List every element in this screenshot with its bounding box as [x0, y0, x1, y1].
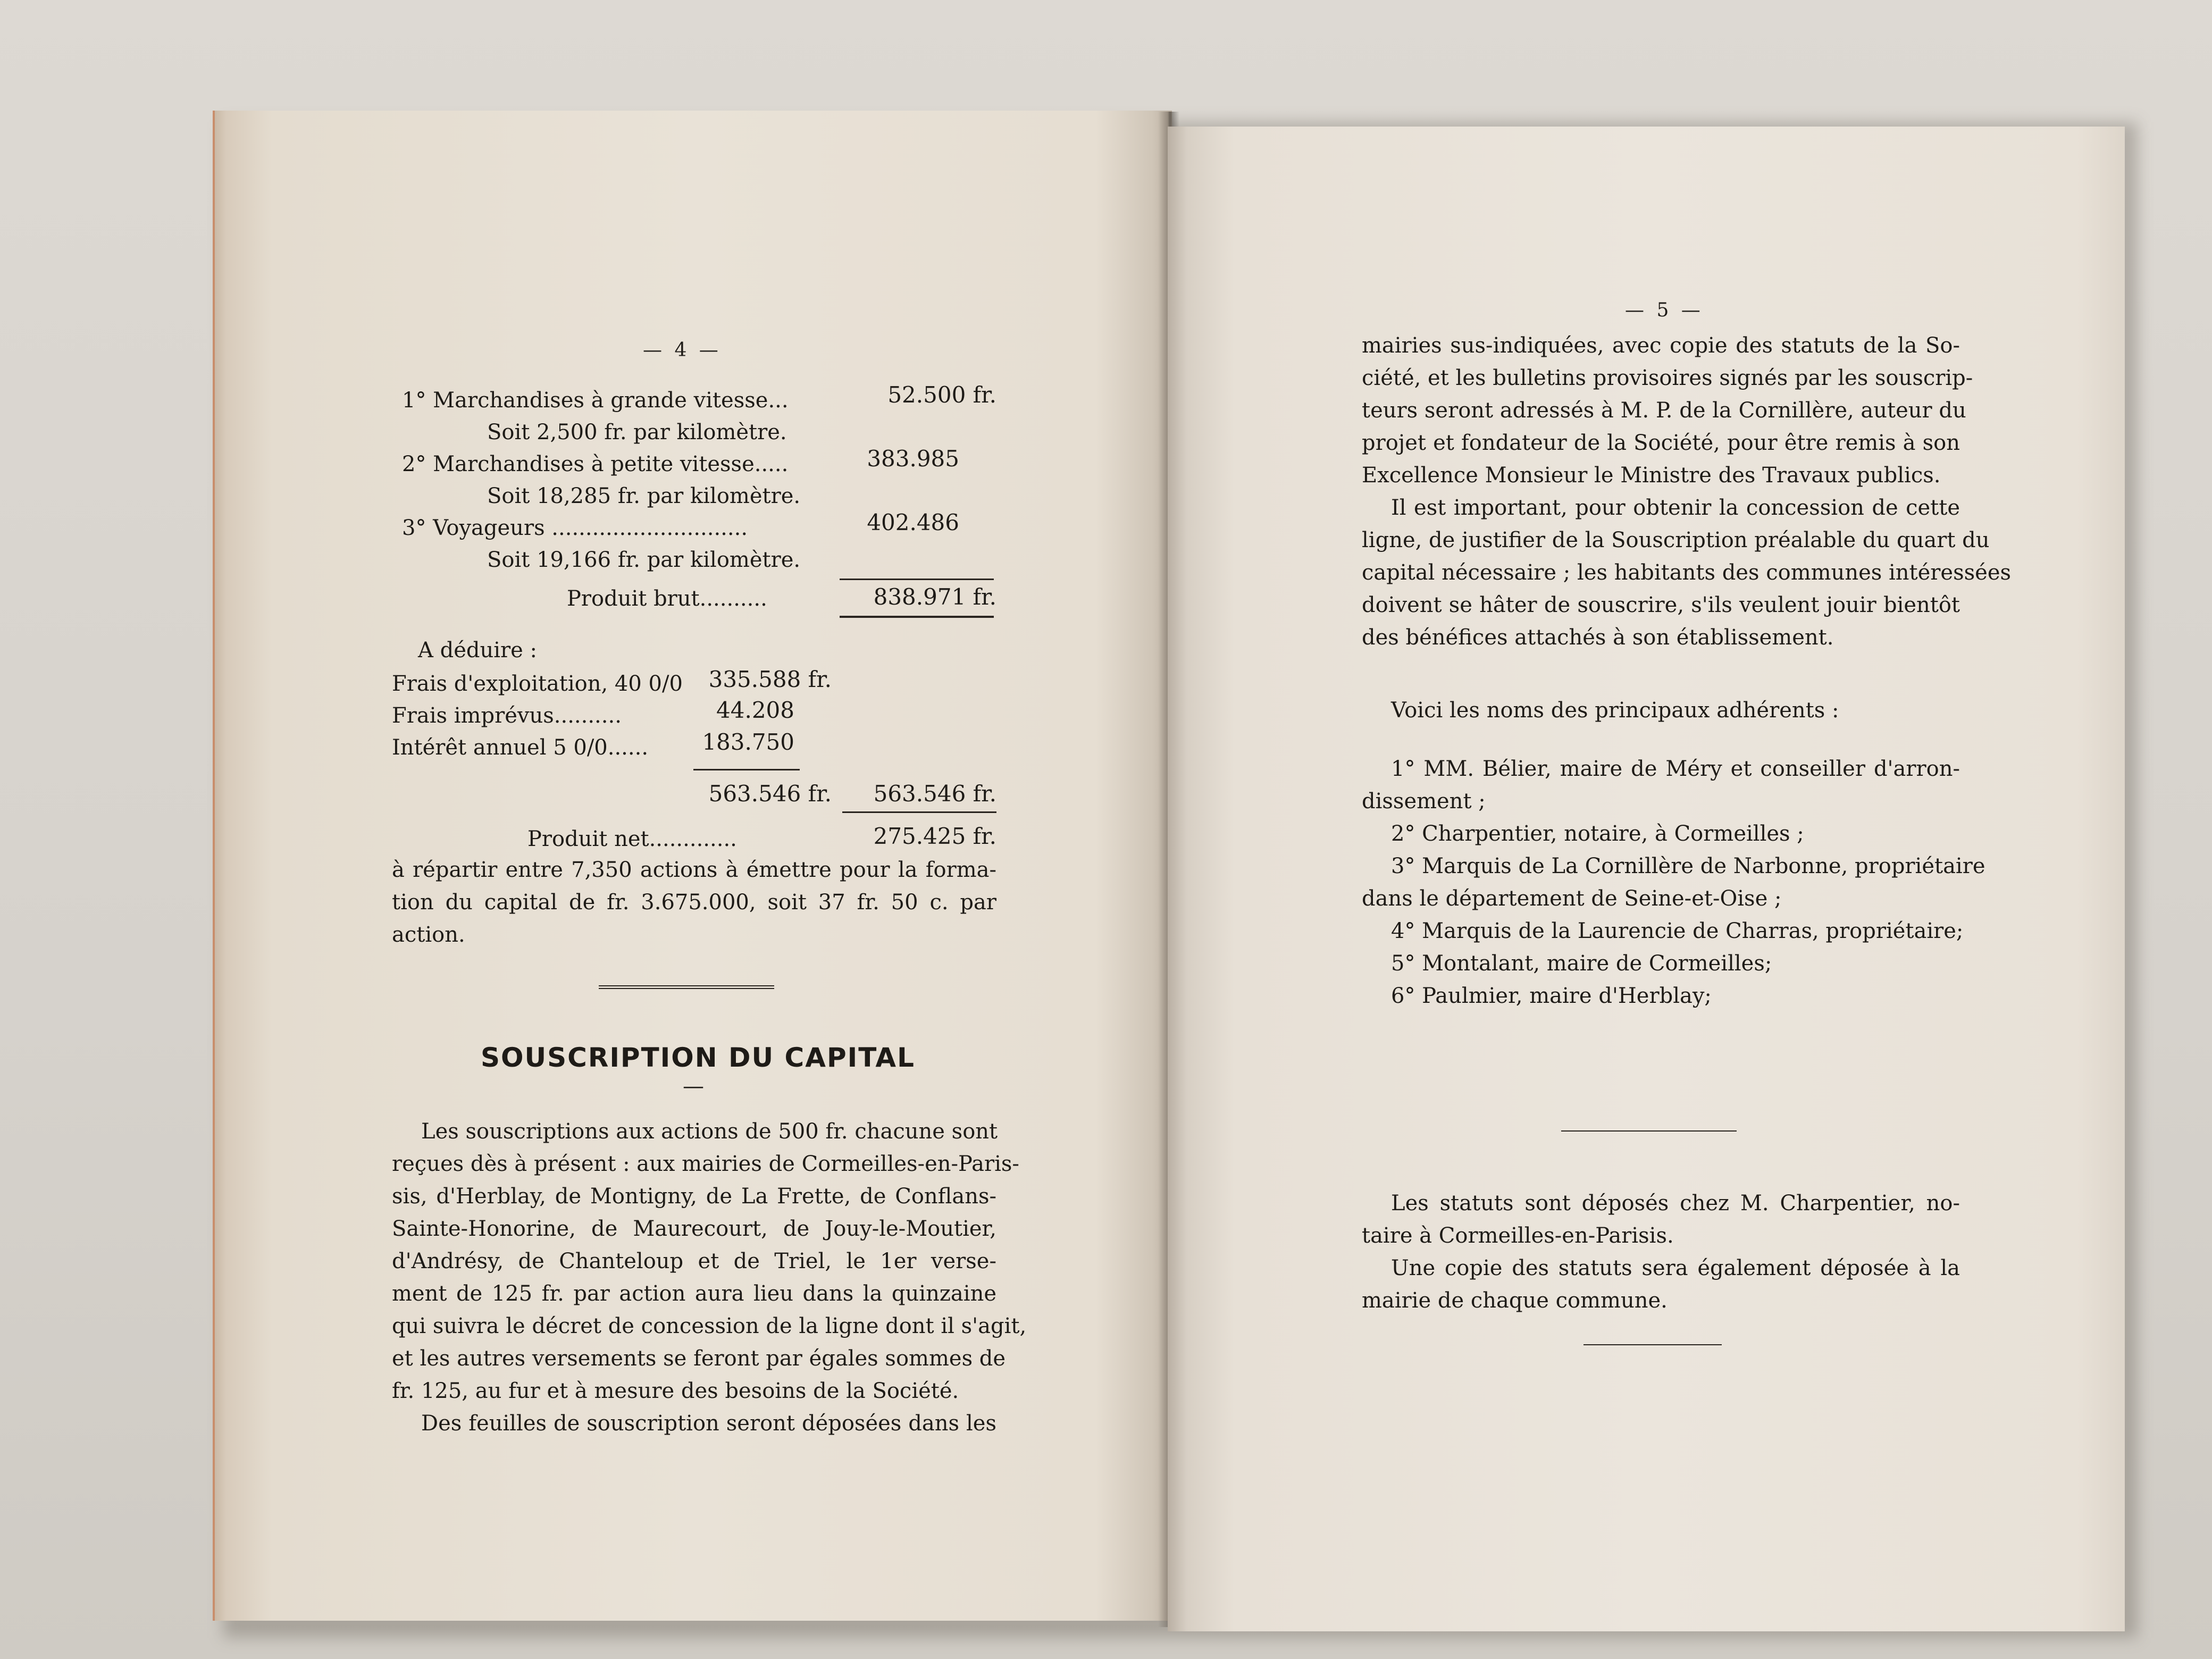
net-note — [392, 854, 996, 951]
section-dash: — — [683, 1074, 704, 1099]
important-line: capital nécessaire ; les habitants des communes intéressées — [1362, 560, 2012, 585]
gross-amount: 838.971 fr. — [873, 584, 996, 610]
deduction-row-3-label: Intérêt annuel 5 0/0...... — [392, 735, 649, 760]
gross-label: Produit brut.......... — [567, 586, 767, 611]
adherents-intro: Voici les noms des principaux adhérents : — [1391, 698, 1839, 723]
subscription-line: qui suivra le décret de concession de la ligne dont il s'agit, — [392, 1314, 1027, 1338]
subscription-line: ment de 125 fr. par action aura lieu dans la quinzaine — [392, 1281, 996, 1306]
continuation-line: teurs seront adressés à M. P. de la Cornillère, auteur du — [1362, 398, 1966, 423]
continuation-line: ciété, et les bulletins provisoires signés par les souscrip- — [1362, 366, 1973, 390]
important-line: doivent se hâter de souscrire, s'ils veulent jouir bientôt — [1362, 593, 1960, 617]
continuation-paragraph — [1362, 330, 1973, 492]
important-paragraph — [1362, 492, 2012, 654]
revenue-row-1-label: 1° Marchandises à grande vitesse... — [402, 388, 789, 413]
copie-line: Une copie des statuts sera également déposée à la — [1391, 1256, 1960, 1280]
right-page — [1168, 127, 2125, 1631]
statuts-line: taire à Cormeilles-en-Parisis. — [1362, 1224, 1674, 1248]
adherents-list — [1362, 753, 1985, 1012]
revenue-row-2-per-km: Soit 18,285 fr. par kilomètre. — [487, 484, 801, 508]
deduct-sum-rule — [693, 769, 800, 770]
adherent-line: 4° Marquis de la Laurencie de Charras, propriétaire; — [1391, 919, 1964, 943]
mid-divider — [1561, 1130, 1737, 1132]
net-note-line: à répartir entre 7,350 actions à émettre pour la forma- — [392, 858, 996, 882]
gross-top-rule — [840, 579, 994, 580]
adherent-line: 3° Marquis de La Cornillère de Narbonne, propriétaire — [1391, 854, 1985, 878]
section-title: SOUSCRIPTION DU CAPITAL — [481, 1042, 915, 1073]
copie-line: mairie de chaque commune. — [1362, 1288, 1668, 1313]
continuation-line: Excellence Monsieur le Ministre des Travaux publics. — [1362, 463, 1941, 488]
revenue-row-2-amount: 383.985 — [867, 446, 959, 472]
subscription-paragraph — [392, 1116, 1027, 1440]
revenue-row-3-per-km: Soit 19,166 fr. par kilomètre. — [487, 548, 801, 572]
net-label: Produit net............. — [527, 827, 737, 851]
deduction-row-2-amount: 44.208 — [716, 697, 794, 723]
revenue-row-1-amount: 52.500 fr. — [887, 382, 996, 408]
adherent-line: dissement ; — [1362, 789, 1486, 814]
net-top-rule — [842, 811, 996, 813]
gross-bottom-rule — [840, 616, 994, 618]
subscription-line: Les souscriptions aux actions de 500 fr. chacune sont — [421, 1119, 998, 1144]
right-page-folio: — 5 — — [1625, 299, 1704, 321]
important-line: des bénéfices attachés à son établissement. — [1362, 625, 1834, 650]
deduct-title: A déduire : — [418, 638, 538, 663]
revenue-row-1-per-km: Soit 2,500 fr. par kilomètre. — [487, 420, 787, 445]
continuation-line: projet et fondateur de la Société, pour être remis à son — [1362, 431, 1960, 455]
subscription-line: Des feuilles de souscription seront déposées dans les — [421, 1411, 996, 1436]
deduction-row-1-amount: 335.588 fr. — [708, 666, 832, 692]
adherent-line: 2° Charpentier, notaire, à Cormeilles ; — [1391, 822, 1804, 846]
subscription-line: et les autres versements se feront par égales sommes de — [392, 1346, 1006, 1371]
deduct-total-a: 563.546 fr. — [708, 781, 832, 807]
deduct-total-b: 563.546 fr. — [873, 781, 996, 807]
net-note-line: tion du capital de fr. 3.675.000, soit 37 fr. 50 c. par — [392, 890, 996, 915]
end-divider — [1583, 1344, 1722, 1345]
subscription-line: sis, d'Herblay, de Montigny, de La Frette, de Conflans- — [392, 1184, 996, 1209]
adherent-line: 5° Montalant, maire de Cormeilles; — [1391, 951, 1772, 976]
section-divider — [599, 985, 774, 989]
continuation-line: mairies sus-indiquées, avec copie des statuts de la So- — [1362, 333, 1960, 358]
important-line: Il est important, pour obtenir la concession de cette — [1391, 496, 1960, 520]
left-page — [213, 111, 1172, 1621]
net-note-line: action. — [392, 923, 465, 947]
revenue-row-3-amount: 402.486 — [867, 509, 959, 535]
revenue-row-2-label: 2° Marchandises à petite vitesse..... — [402, 452, 789, 476]
left-page-folio: — 4 — — [643, 339, 722, 361]
net-amount: 275.425 fr. — [873, 823, 996, 849]
adherent-line: dans le département de Seine-et-Oise ; — [1362, 886, 1782, 911]
subscription-line: fr. 125, au fur et à mesure des besoins de la Société. — [392, 1379, 959, 1403]
statuts-line: Les statuts sont déposés chez M. Charpentier, no- — [1391, 1191, 1960, 1216]
subscription-line: reçues dès à présent : aux mairies de Cormeilles-en-Paris- — [392, 1152, 1019, 1176]
deduction-row-2-label: Frais imprévus.......... — [392, 703, 622, 728]
statuts-paragraph — [1362, 1187, 1960, 1252]
important-line: ligne, de justifier de la Souscription préalable du quart du — [1362, 528, 1990, 552]
revenue-row-3-label: 3° Voyageurs ............................. — [402, 516, 748, 540]
subscription-line: d'Andrésy, de Chanteloup et de Triel, le 1er verse- — [392, 1249, 996, 1273]
deduction-row-3-amount: 183.750 — [702, 729, 794, 755]
adherent-line: 6° Paulmier, maire d'Herblay; — [1391, 984, 1712, 1008]
copie-paragraph — [1362, 1252, 1960, 1317]
deduction-row-1-label: Frais d'exploitation, 40 0/0 — [392, 672, 683, 696]
adherent-line: 1° MM. Bélier, maire de Méry et conseiller d'arron- — [1391, 757, 1960, 781]
subscription-line: Sainte-Honorine, de Maurecourt, de Jouy-le-Moutier, — [392, 1217, 996, 1241]
